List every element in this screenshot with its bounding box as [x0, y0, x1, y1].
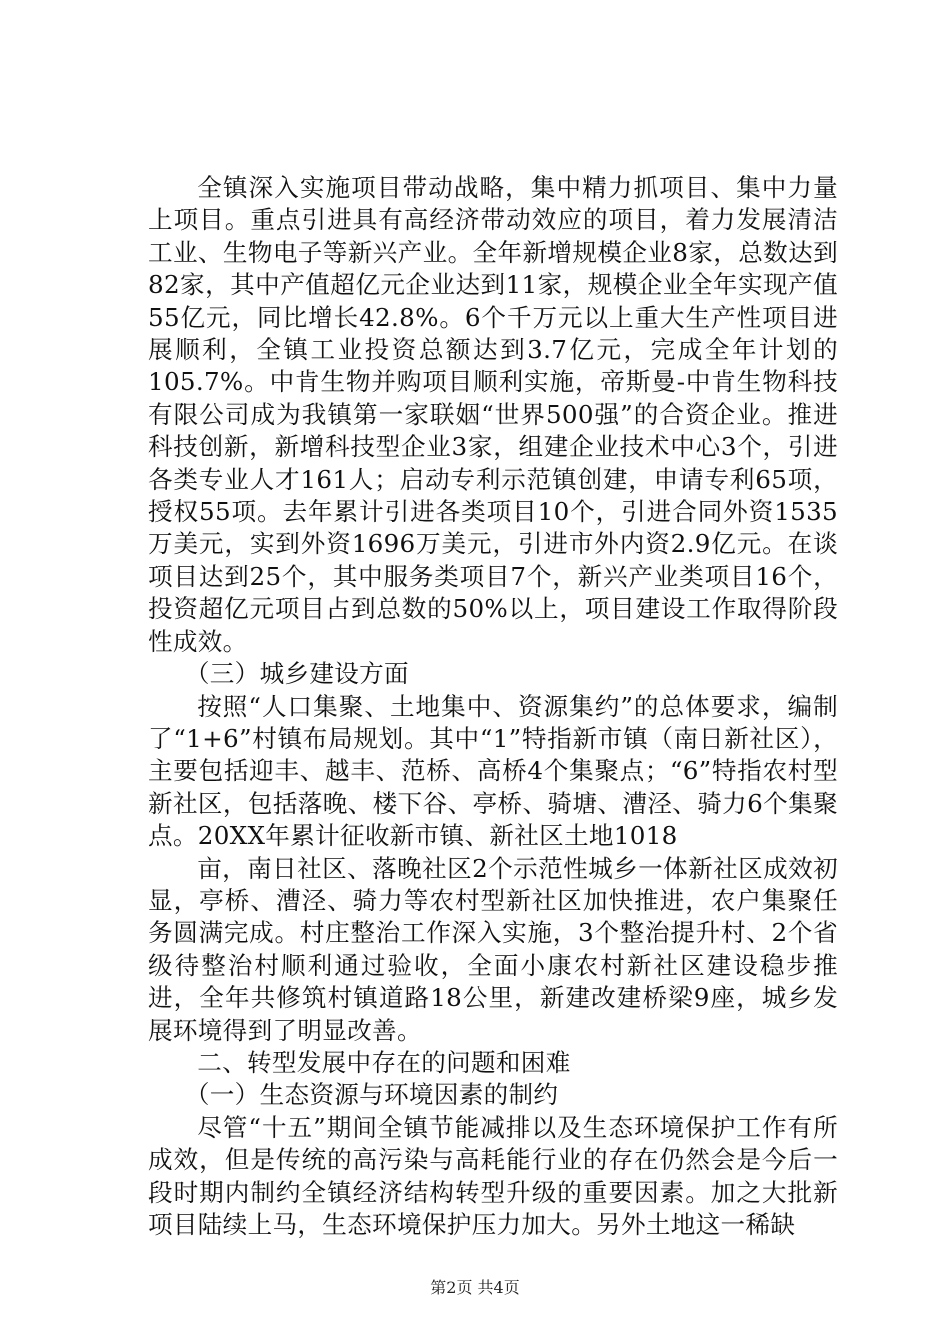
- paragraph-project-strategy: 全镇深入实施项目带动战略，集中精力抓项目、集中力量上项目。重点引进具有高经济带动效应的项目，着力发展清洁工业、生物电子等新兴产业。全年新增规模企业8家，总数达到82家，其中产值超亿元企业达到11家，规模企业全年实现产值55亿元，同比增长42.8%。6个千万元以上重大生产性项目进展顺利，全镇工业投资总额达到3.7亿元，完成全年计划的105.7%。中肯生物并购项目顺利实施，帝斯曼-中肯生物科技有限公司成为我镇第一家联姻“世界500强”的合资企业。推进科技创新，新增科技型企业3家，组建企业技术中心3个，引进各类专业人才161人；启动专利示范镇创建，申请专利65项，授权55项。去年累计引进各类项目10个，引进合同外资1535万美元，实到外资1696万美元，引进市外内资2.9亿元。在谈项目达到25个，其中服务类项目7个，新兴产业类项目16个，投资超亿元项目占到总数的50%以上，项目建设工作取得阶段性成效。: [148, 173, 838, 656]
- subsection-heading-ecology: （一）生态资源与环境因素的制约: [184, 1080, 559, 1110]
- paragraph-community-progress: 亩，南日社区、落晚社区2个示范性城乡一体新社区成效初显，亭桥、漕泾、骑力等农村型新社区加快推进，农户集聚任务圆满完成。村庄整治工作深入实施，3个整治提升村、2个省级待整治村顺利通过验收，全面小康农村新社区建设稳步推进，全年共修筑村镇道路18公里，新建改建桥梁9座，城乡发展环境得到了明显改善。: [148, 853, 838, 1045]
- document-body: [148, 172, 838, 1241]
- page-footer: 第2页 共4页: [430, 1278, 520, 1297]
- section-heading-urban-rural: （三）城乡建设方面: [184, 659, 409, 689]
- paragraph-ecology-constraints: 尽管“十五”期间全镇节能减排以及生态环境保护工作有所成效，但是传统的高污染与高耗能行业的存在仍然会是今后一段时期内制约全镇经济结构转型升级的重要因素。加之大批新项目陆续上马，生态环境保护压力加大。另外土地这一稀缺: [148, 1112, 838, 1239]
- paragraph-village-planning: 按照“人口集聚、土地集中、资源集约”的总体要求，编制了“1+6”村镇布局规划。其中“1”特指新市镇（南日新社区），主要包括迎丰、越丰、范桥、高桥4个集聚点；“6”特指农村型新社区，包括落晚、楼下谷、亭桥、骑塘、漕泾、骑力6个集聚点。20XX年累计征收新市镇、新社区土地1018: [148, 691, 838, 851]
- section-heading-problems: 二、转型发展中存在的问题和困难: [197, 1047, 571, 1077]
